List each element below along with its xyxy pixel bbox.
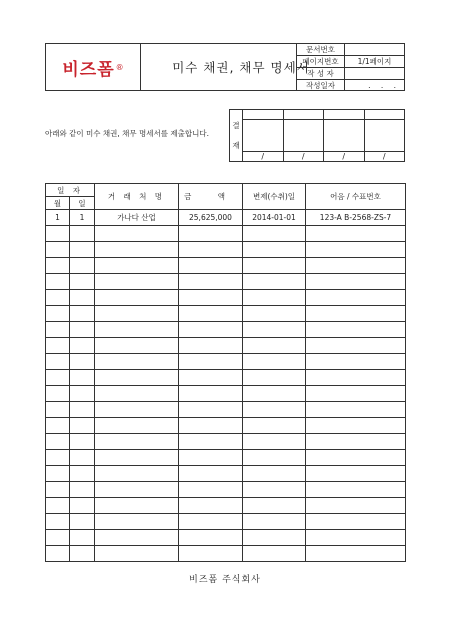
cell-note-number[interactable] — [306, 466, 406, 482]
cell-amount[interactable] — [179, 386, 243, 402]
cell-client[interactable] — [95, 274, 179, 290]
client-header: 거 래 처 명 — [95, 184, 179, 210]
cell-client[interactable] — [95, 546, 179, 562]
cell-repayment-date[interactable] — [243, 466, 306, 482]
meta-row-doc-number — [297, 44, 405, 56]
cell-client[interactable] — [95, 290, 179, 306]
approval-date-2[interactable]: / — [283, 152, 324, 162]
cell-amount[interactable] — [179, 258, 243, 274]
document-meta-table — [296, 44, 404, 91]
cell-day[interactable] — [70, 258, 95, 274]
cell-repayment-date[interactable] — [243, 418, 306, 434]
approval-title-3[interactable] — [324, 110, 365, 120]
table-row — [46, 210, 406, 226]
cell-month[interactable] — [46, 450, 70, 466]
cell-day[interactable] — [70, 418, 95, 434]
cell-amount[interactable] — [179, 290, 243, 306]
cell-client[interactable] — [95, 482, 179, 498]
cell-note-number[interactable] — [306, 450, 406, 466]
doc-number-value[interactable] — [345, 44, 405, 56]
cell-amount[interactable] — [179, 322, 243, 338]
cell-repayment-date[interactable] — [243, 354, 306, 370]
cell-client[interactable] — [95, 402, 179, 418]
approval-date-4[interactable]: / — [364, 152, 405, 162]
cell-day[interactable] — [70, 274, 95, 290]
month-header: 월 — [46, 197, 70, 210]
cell-repayment-date[interactable] — [243, 226, 306, 242]
cell-day[interactable] — [70, 338, 95, 354]
company-footer: 비즈폼 주식회사 — [189, 575, 261, 585]
cell-amount[interactable] — [179, 354, 243, 370]
table-row — [46, 402, 406, 418]
cell-repayment-date[interactable] — [243, 546, 306, 562]
cell-repayment-date[interactable] — [243, 290, 306, 306]
cell-client[interactable] — [95, 258, 179, 274]
table-row — [46, 482, 406, 498]
repayment-date-header: 변제(수취)일 — [243, 184, 306, 210]
cell-day[interactable]: 1 — [70, 210, 95, 226]
cell-note-number[interactable] — [306, 370, 406, 386]
cell-note-number[interactable] — [306, 338, 406, 354]
meta-row-date — [297, 80, 405, 92]
cell-month[interactable] — [46, 354, 70, 370]
cell-day[interactable] — [70, 242, 95, 258]
table-header-row — [46, 184, 406, 197]
cell-client[interactable] — [95, 466, 179, 482]
cell-client[interactable] — [95, 418, 179, 434]
cell-client[interactable] — [95, 498, 179, 514]
approval-title-4[interactable] — [364, 110, 405, 120]
table-row — [46, 354, 406, 370]
cell-month[interactable] — [46, 226, 70, 242]
cell-day[interactable] — [70, 466, 95, 482]
cell-note-number[interactable] — [306, 354, 406, 370]
cell-month[interactable] — [46, 242, 70, 258]
cell-repayment-date[interactable] — [243, 530, 306, 546]
cell-note-number[interactable] — [306, 306, 406, 322]
cell-amount[interactable] — [179, 466, 243, 482]
cell-repayment-date[interactable]: 2014-01-01 — [243, 210, 306, 226]
cell-repayment-date[interactable] — [243, 386, 306, 402]
cell-client[interactable] — [95, 354, 179, 370]
submission-statement: 아래와 같이 미수 채권, 채무 명세서를 제출합니다. — [45, 129, 209, 138]
cell-day[interactable] — [70, 482, 95, 498]
cell-repayment-date[interactable] — [243, 322, 306, 338]
cell-day[interactable] — [70, 322, 95, 338]
cell-client[interactable] — [95, 322, 179, 338]
cell-client[interactable] — [95, 338, 179, 354]
table-row — [46, 370, 406, 386]
cell-note-number[interactable] — [306, 402, 406, 418]
table-row — [46, 322, 406, 338]
cell-month[interactable] — [46, 434, 70, 450]
cell-client[interactable] — [95, 226, 179, 242]
cell-note-number[interactable]: 123-A B-2568-ZS-7 — [306, 210, 406, 226]
cell-client[interactable] — [95, 450, 179, 466]
cell-repayment-date[interactable] — [243, 402, 306, 418]
cell-month[interactable] — [46, 306, 70, 322]
table-row — [46, 514, 406, 530]
table-row — [46, 530, 406, 546]
approval-date-1[interactable]: / — [243, 152, 284, 162]
cell-note-number[interactable] — [306, 418, 406, 434]
cell-note-number[interactable] — [306, 274, 406, 290]
table-row — [46, 226, 406, 242]
logo-text: 비즈폼 — [62, 59, 115, 80]
table-row — [46, 274, 406, 290]
approval-sign-4[interactable] — [364, 120, 405, 152]
approval-sign-3[interactable] — [324, 120, 365, 152]
cell-repayment-date[interactable] — [243, 434, 306, 450]
approval-box — [229, 109, 405, 162]
ledger-body — [46, 210, 406, 562]
table-row — [46, 338, 406, 354]
cell-amount[interactable] — [179, 242, 243, 258]
cell-month[interactable] — [46, 338, 70, 354]
cell-month[interactable] — [46, 370, 70, 386]
cell-note-number[interactable] — [306, 546, 406, 562]
cell-month[interactable] — [46, 530, 70, 546]
cell-repayment-date[interactable] — [243, 306, 306, 322]
cell-amount[interactable] — [179, 226, 243, 242]
cell-client[interactable] — [95, 514, 179, 530]
date-label: 작성일자 — [297, 80, 345, 92]
cell-amount[interactable] — [179, 434, 243, 450]
cell-day[interactable] — [70, 290, 95, 306]
table-row — [46, 290, 406, 306]
cell-note-number[interactable] — [306, 498, 406, 514]
cell-amount[interactable] — [179, 482, 243, 498]
cell-day[interactable] — [70, 450, 95, 466]
approval-label — [230, 110, 243, 162]
table-row — [46, 434, 406, 450]
cell-month[interactable] — [46, 290, 70, 306]
approval-label-bottom: 재 — [232, 141, 240, 150]
cell-repayment-date[interactable] — [243, 482, 306, 498]
cell-amount[interactable] — [179, 274, 243, 290]
day-header: 일 — [70, 197, 95, 210]
cell-month[interactable] — [46, 498, 70, 514]
author-label: 작 성 자 — [297, 68, 345, 80]
cell-repayment-date[interactable] — [243, 274, 306, 290]
cell-client[interactable] — [95, 242, 179, 258]
cell-repayment-date[interactable] — [243, 498, 306, 514]
page-number-label: 페이지번호 — [297, 56, 345, 68]
cell-note-number[interactable] — [306, 482, 406, 498]
cell-amount[interactable] — [179, 402, 243, 418]
cell-day[interactable] — [70, 434, 95, 450]
cell-month[interactable] — [46, 402, 70, 418]
cell-amount[interactable] — [179, 338, 243, 354]
cell-repayment-date[interactable] — [243, 258, 306, 274]
cell-amount[interactable] — [179, 370, 243, 386]
approval-label-top: 결 — [232, 121, 240, 130]
cell-amount[interactable] — [179, 530, 243, 546]
cell-client[interactable] — [95, 306, 179, 322]
meta-row-author — [297, 68, 405, 80]
amount-header: 금 액 — [179, 184, 243, 210]
cell-note-number[interactable] — [306, 226, 406, 242]
cell-month[interactable] — [46, 274, 70, 290]
cell-day[interactable] — [70, 402, 95, 418]
table-row — [46, 258, 406, 274]
cell-note-number[interactable] — [306, 290, 406, 306]
note-number-header: 어음 / 수표번호 — [306, 184, 406, 210]
date-value[interactable]: . . . — [345, 80, 405, 92]
cell-day[interactable] — [70, 370, 95, 386]
receivables-ledger-table — [45, 183, 406, 562]
table-row — [46, 466, 406, 482]
cell-day[interactable] — [70, 306, 95, 322]
approval-date-3[interactable]: / — [324, 152, 365, 162]
cell-day[interactable] — [70, 514, 95, 530]
cell-day[interactable] — [70, 498, 95, 514]
cell-amount[interactable] — [179, 546, 243, 562]
cell-note-number[interactable] — [306, 322, 406, 338]
cell-day[interactable] — [70, 386, 95, 402]
cell-note-number[interactable] — [306, 530, 406, 546]
document-header — [45, 43, 405, 91]
cell-amount[interactable] — [179, 450, 243, 466]
cell-month[interactable]: 1 — [46, 210, 70, 226]
cell-note-number[interactable] — [306, 242, 406, 258]
cell-note-number[interactable] — [306, 258, 406, 274]
cell-client[interactable] — [95, 386, 179, 402]
cell-day[interactable] — [70, 530, 95, 546]
cell-client[interactable] — [95, 370, 179, 386]
company-logo — [46, 44, 141, 90]
cell-month[interactable] — [46, 546, 70, 562]
cell-repayment-date[interactable] — [243, 514, 306, 530]
cell-month[interactable] — [46, 322, 70, 338]
cell-client[interactable]: 가나다 산업 — [95, 210, 179, 226]
cell-month[interactable] — [46, 514, 70, 530]
cell-month[interactable] — [46, 418, 70, 434]
cell-month[interactable] — [46, 386, 70, 402]
approval-title-2[interactable] — [283, 110, 324, 120]
approval-sign-2[interactable] — [283, 120, 324, 152]
registered-mark: ® — [115, 62, 124, 72]
cell-amount[interactable] — [179, 498, 243, 514]
table-row — [46, 386, 406, 402]
document-title: 미수 채권, 채무 명세서 — [172, 60, 310, 75]
meta-row-page-number — [297, 56, 405, 68]
cell-client[interactable] — [95, 434, 179, 450]
cell-note-number[interactable] — [306, 434, 406, 450]
table-row — [46, 306, 406, 322]
cell-month[interactable] — [46, 466, 70, 482]
cell-amount[interactable] — [179, 306, 243, 322]
cell-note-number[interactable] — [306, 386, 406, 402]
table-row — [46, 546, 406, 562]
cell-amount[interactable] — [179, 514, 243, 530]
table-row — [46, 242, 406, 258]
cell-repayment-date[interactable] — [243, 450, 306, 466]
date-group-header: 일 자 — [46, 184, 95, 197]
cell-day[interactable] — [70, 354, 95, 370]
cell-repayment-date[interactable] — [243, 338, 306, 354]
cell-repayment-date[interactable] — [243, 242, 306, 258]
cell-amount[interactable]: 25,625,000 — [179, 210, 243, 226]
page-number-value[interactable]: 1/1페이지 — [345, 56, 405, 68]
cell-day[interactable] — [70, 226, 95, 242]
cell-note-number[interactable] — [306, 514, 406, 530]
cell-amount[interactable] — [179, 418, 243, 434]
cell-day[interactable] — [70, 546, 95, 562]
approval-sign-1[interactable] — [243, 120, 284, 152]
table-row — [46, 450, 406, 466]
table-row — [46, 498, 406, 514]
approval-title-1[interactable] — [243, 110, 284, 120]
cell-client[interactable] — [95, 530, 179, 546]
table-row — [46, 418, 406, 434]
cell-month[interactable] — [46, 482, 70, 498]
doc-number-label: 문서번호 — [297, 44, 345, 56]
author-value[interactable] — [345, 68, 405, 80]
cell-repayment-date[interactable] — [243, 370, 306, 386]
cell-month[interactable] — [46, 258, 70, 274]
